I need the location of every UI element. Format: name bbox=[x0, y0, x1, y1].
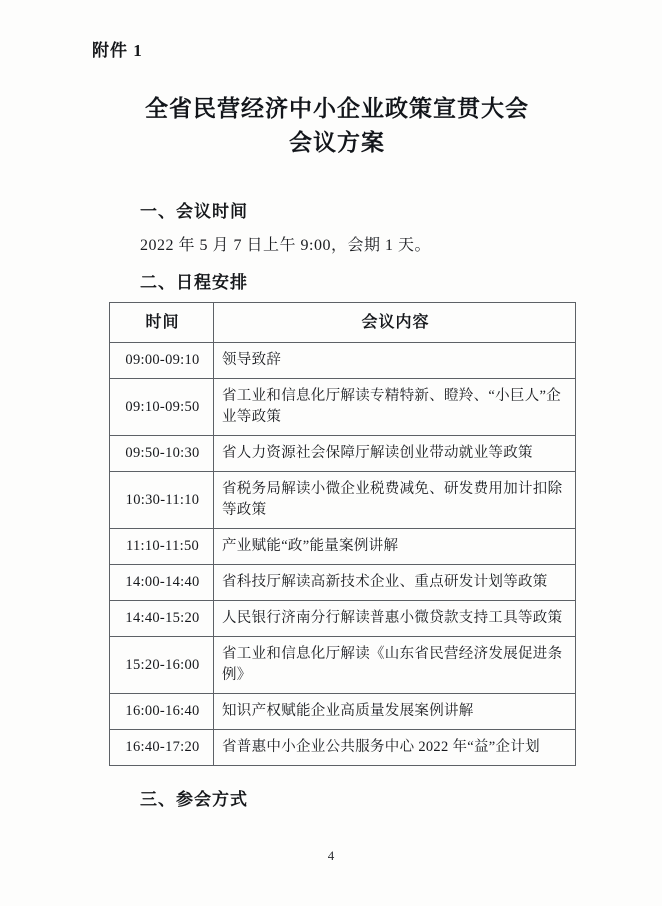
cell-content: 省人力资源社会保障厅解读创业带动就业等政策 bbox=[214, 436, 576, 472]
table-row bbox=[110, 730, 576, 766]
cell-time: 16:40-17:20 bbox=[110, 730, 214, 766]
cell-content: 省工业和信息化厅解读《山东省民营经济发展促进条例》 bbox=[214, 637, 576, 694]
cell-time: 11:10-11:50 bbox=[110, 529, 214, 565]
schedule-table bbox=[109, 302, 576, 766]
column-header-time: 时间 bbox=[110, 303, 214, 343]
cell-content: 省普惠中小企业公共服务中心 2022 年“益”企计划 bbox=[214, 730, 576, 766]
table-row bbox=[110, 601, 576, 637]
table-row bbox=[110, 343, 576, 379]
cell-content: 领导致辞 bbox=[214, 343, 576, 379]
cell-time: 09:10-09:50 bbox=[110, 379, 214, 436]
column-header-content: 会议内容 bbox=[214, 303, 576, 343]
table-header-row bbox=[110, 303, 576, 343]
page-title-line-2: 会议方案 bbox=[289, 130, 385, 155]
meeting-time-text: 2022 年 5 月 7 日上午 9:00，会期 1 天。 bbox=[140, 237, 431, 254]
cell-time: 09:00-09:10 bbox=[110, 343, 214, 379]
section-heading-schedule: 二、日程安排 bbox=[140, 273, 248, 292]
cell-content: 省税务局解读小微企业税费减免、研发费用加计扣除等政策 bbox=[214, 472, 576, 529]
cell-time: 14:00-14:40 bbox=[110, 565, 214, 601]
section-heading-meeting-time: 一、会议时间 bbox=[140, 202, 248, 221]
page-number: 4 bbox=[327, 848, 335, 863]
cell-time: 10:30-11:10 bbox=[110, 472, 214, 529]
table-row bbox=[110, 379, 576, 436]
cell-time: 14:40-15:20 bbox=[110, 601, 214, 637]
section-heading-participation: 三、参会方式 bbox=[140, 790, 248, 809]
table-row bbox=[110, 529, 576, 565]
attachment-label: 附件 1 bbox=[92, 41, 143, 60]
cell-time: 15:20-16:00 bbox=[110, 637, 214, 694]
cell-content: 人民银行济南分行解读普惠小微贷款支持工具等政策 bbox=[214, 601, 576, 637]
table-row bbox=[110, 472, 576, 529]
table-row bbox=[110, 436, 576, 472]
cell-time: 16:00-16:40 bbox=[110, 694, 214, 730]
page-title-line-1: 全省民营经济中小企业政策宣贯大会 bbox=[145, 96, 529, 121]
page-title bbox=[92, 92, 582, 160]
table-row bbox=[110, 694, 576, 730]
cell-content: 知识产权赋能企业高质量发展案例讲解 bbox=[214, 694, 576, 730]
table-row bbox=[110, 637, 576, 694]
cell-content: 省工业和信息化厅解读专精特新、瞪羚、“小巨人”企业等政策 bbox=[214, 379, 576, 436]
cell-time: 09:50-10:30 bbox=[110, 436, 214, 472]
cell-content: 省科技厅解读高新技术企业、重点研发计划等政策 bbox=[214, 565, 576, 601]
table-row bbox=[110, 565, 576, 601]
cell-content: 产业赋能“政”能量案例讲解 bbox=[214, 529, 576, 565]
